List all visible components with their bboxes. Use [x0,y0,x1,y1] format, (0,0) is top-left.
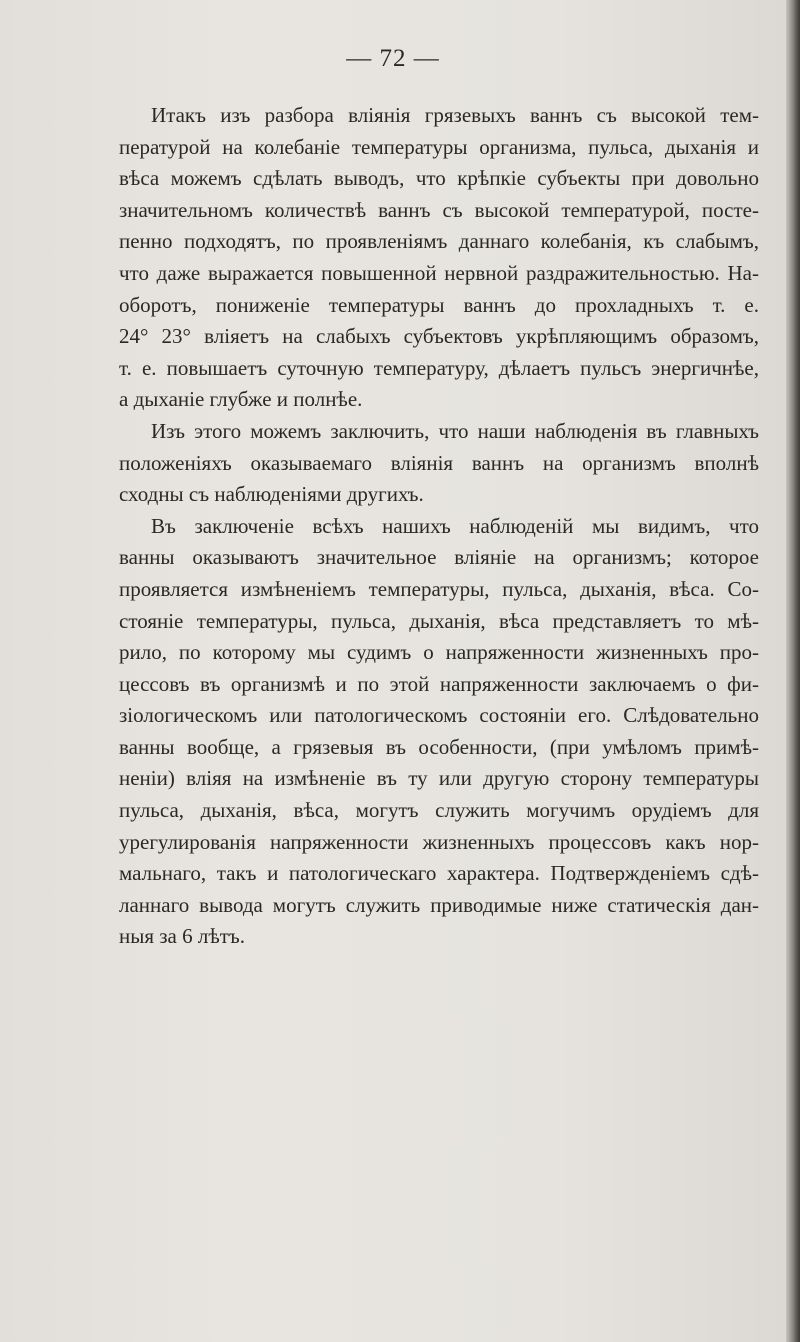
text-line: неніи) вліяя на измѣненіе въ ту или другую сторону температуры [119,766,759,791]
text-line: Въ заключеніе всѣхъ нашихъ наблюденій мы видимъ, что [151,513,759,538]
text-line: рило, по которому мы судимъ о напряженности жизненныхъ про- [119,640,759,665]
text-line: 24° 23° вліяетъ на слабыхъ субъектовъ укрѣпляющимъ образомъ, [119,324,759,349]
text-line: Итакъ изъ разбора вліянія грязевыхъ ваннъ съ высокой тем- [151,103,759,127]
text-line: цессовъ въ организмѣ и по этой напряженности заключаемъ о фи- [119,671,759,696]
text-line: а дыханіе глубже и полнѣе. [119,387,363,412]
text-line: ванны вообще, а грязевыя въ особенности, (при умѣломъ примѣ- [119,734,759,759]
book-spine-edge [786,0,800,1342]
text-line: пульса, дыханія, вѣса, могутъ служить могучимъ орудіемъ для [119,798,759,823]
text-line: зіологическомъ или патологическомъ состояніи его. Слѣдовательно [119,703,759,728]
text-line: значительномъ количествѣ ваннъ съ высокой температурой, посте- [119,197,759,222]
text-line: положеніяхъ оказываемаго вліянія ваннъ на организмъ вполнѣ [119,450,759,475]
text-line: проявляется измѣненіемъ температуры, пульса, дыханія, вѣса. Со- [119,576,759,601]
text-line: что даже выражается повышенной нервной раздражительностью. На- [119,260,759,285]
text-line: мальнаго, такъ и патологическаго характера. Подтвержденіемъ сдѣ- [119,861,759,886]
page-number: — 72 — [346,45,440,72]
body-text [119,100,759,953]
text-line: ныя за 6 лѣтъ. [119,924,246,949]
text-line: оборотъ, пониженіе температуры ваннъ до прохладныхъ т. е. [119,292,759,317]
text-line: ланнаго вывода могутъ служить приводимые ниже статическія дан- [119,892,759,917]
text-line: пенно подходятъ, по проявленіямъ даннаго колебанія, къ слабымъ, [119,229,759,254]
text-line: вѣса можемъ сдѣлать выводъ, что крѣпкіе субъекты при довольно [119,166,759,191]
text-line: стояніе температуры, пульса, дыханія, вѣса представляетъ то мѣ- [119,608,759,633]
text-line: пературой на колебаніе температуры организма, пульса, дыханія и [119,134,759,159]
text-line: Изъ этого можемъ заключить, что наши наблюденія въ главныхъ [151,418,759,443]
text-line: сходны съ наблюденіями другихъ. [119,482,424,507]
paragraph-1 [119,100,759,416]
text-line: ванны оказываютъ значительное вліяніе на организмъ; которое [119,545,759,570]
text-line: т. е. повышаетъ суточную температуру, дѣлаетъ пульсъ энергичнѣе, [119,355,759,380]
text-line: урегулированія напряженности жизненныхъ процессовъ какъ нор- [119,829,759,854]
paragraph-3 [119,511,759,953]
paragraph-2 [119,416,759,511]
